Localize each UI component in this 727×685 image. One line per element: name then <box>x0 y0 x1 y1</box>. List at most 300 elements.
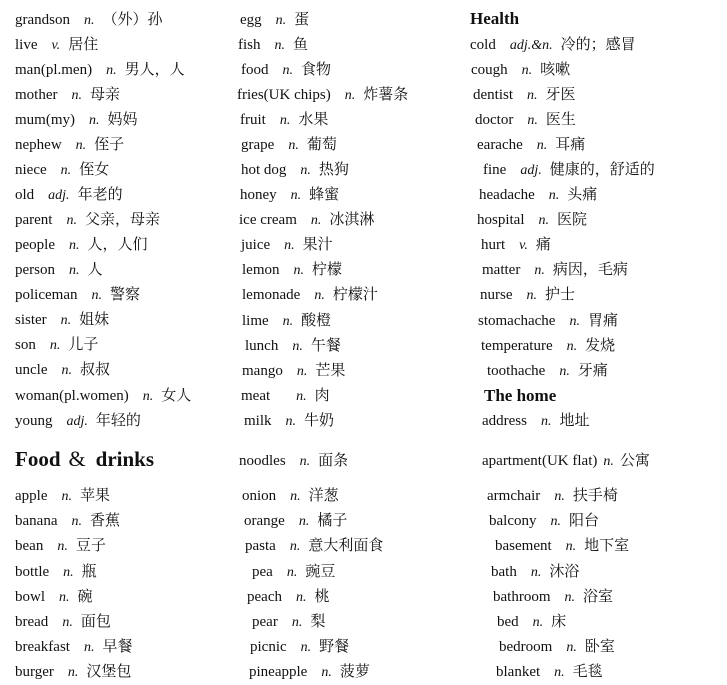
word: mum(my) <box>15 112 75 128</box>
part-of-speech: n. <box>91 288 102 303</box>
part-of-speech: n. <box>526 288 537 303</box>
translation: 阳台 <box>568 511 599 529</box>
word: parent <box>15 212 53 228</box>
translation: 公寓 <box>619 451 650 469</box>
part-of-speech: n. <box>344 88 356 103</box>
section-heading-food-drinks <box>15 446 154 472</box>
vocab-entry <box>15 562 97 582</box>
part-of-speech: n. <box>321 665 332 680</box>
part-of-speech: n. <box>538 213 549 228</box>
vocab-entry <box>15 335 98 355</box>
translation: 毛毯 <box>572 662 603 680</box>
word: headache <box>479 187 535 203</box>
translation: 碗 <box>77 587 93 605</box>
part-of-speech: n. <box>565 539 577 554</box>
word: milk <box>244 413 272 429</box>
translation: 姐妹 <box>79 310 110 328</box>
vocab-entry <box>244 511 347 531</box>
translation: （外）孙 <box>102 10 163 28</box>
vocab-entry <box>239 451 348 471</box>
word: niece <box>15 162 47 178</box>
part-of-speech: n. <box>286 565 298 580</box>
vocab-entry <box>473 85 576 105</box>
vocab-entry <box>245 336 341 356</box>
word: picnic <box>250 639 287 655</box>
vocab-entry <box>15 536 106 556</box>
word: grape <box>241 137 275 153</box>
word: basement <box>495 538 552 554</box>
part-of-speech: n. <box>300 163 311 178</box>
translation: 鱼 <box>293 35 309 53</box>
part-of-speech: n. <box>89 113 100 128</box>
translation: 地下室 <box>584 536 630 554</box>
part-of-speech: n. <box>527 88 538 103</box>
word: bedroom <box>499 639 553 655</box>
word: fine <box>483 162 507 178</box>
translation: 父亲，母亲 <box>84 210 160 228</box>
translation: 蜂蜜 <box>309 185 340 203</box>
vocab-entry <box>15 637 132 657</box>
word: bath <box>491 564 517 580</box>
vocab-entry <box>478 311 618 331</box>
vocab-entry <box>482 260 628 280</box>
word: lunch <box>245 338 279 354</box>
vocab-entry <box>15 135 124 155</box>
vocab-entry <box>475 110 576 130</box>
vocab-entry <box>252 562 335 582</box>
word: egg <box>240 12 262 28</box>
word: earache <box>477 137 523 153</box>
vocab-entry <box>477 210 587 230</box>
translation: 意大利面食 <box>308 536 384 554</box>
vocab-entry <box>241 160 349 180</box>
translation: 年轻的 <box>95 411 141 429</box>
translation: 葡萄 <box>306 135 337 153</box>
translation: 果汁 <box>302 235 333 253</box>
translation: 面包 <box>80 612 111 630</box>
vocab-entry <box>250 637 349 657</box>
word: toothache <box>487 363 546 379</box>
part-of-speech: n. <box>63 565 74 580</box>
translation: 男人，人 <box>124 60 185 78</box>
vocab-entry <box>15 160 109 180</box>
word: live <box>15 37 38 53</box>
part-of-speech: n. <box>279 113 291 128</box>
word: balcony <box>489 513 537 529</box>
translation: 酸橙 <box>301 311 332 329</box>
part-of-speech: n. <box>603 454 614 469</box>
word: lime <box>242 313 269 329</box>
part-of-speech: n. <box>61 363 72 378</box>
part-of-speech: n. <box>293 263 304 278</box>
word: person <box>15 262 55 278</box>
part-of-speech: n. <box>296 389 307 404</box>
translation: 橘子 <box>317 511 348 529</box>
part-of-speech: n. <box>295 590 307 605</box>
word: son <box>15 337 36 353</box>
vocab-entry <box>249 662 370 682</box>
word: grandson <box>15 12 70 28</box>
part-of-speech: n. <box>68 238 80 253</box>
vocab-entry <box>15 360 110 380</box>
heading-drinks: drinks <box>95 447 155 471</box>
vocab-entry <box>499 637 615 657</box>
translation: 苹果 <box>79 486 110 504</box>
word: armchair <box>487 488 541 504</box>
word: stomachache <box>478 313 556 329</box>
part-of-speech: n. <box>569 314 580 329</box>
word: nephew <box>15 137 62 153</box>
part-of-speech: n. <box>536 138 548 153</box>
translation: 年老的 <box>77 185 123 203</box>
vocab-entry <box>15 662 131 682</box>
word: bean <box>15 538 44 554</box>
translation: 桃 <box>314 587 330 605</box>
part-of-speech: n. <box>548 188 560 203</box>
part-of-speech: n. <box>559 364 570 379</box>
part-of-speech: n. <box>71 514 82 529</box>
vocab-entry <box>491 562 579 582</box>
word: young <box>15 413 53 429</box>
word: bottle <box>15 564 50 580</box>
part-of-speech: n. <box>290 489 301 504</box>
translation: 居住 <box>68 35 99 53</box>
part-of-speech: n. <box>275 13 287 28</box>
word: hurt <box>481 237 506 253</box>
word: bathroom <box>493 589 551 605</box>
translation: 床 <box>551 612 567 630</box>
word: doctor <box>475 112 514 128</box>
vocab-entry <box>15 35 98 55</box>
translation: 蛋 <box>294 10 310 28</box>
word: juice <box>241 237 271 253</box>
translation: 警察 <box>109 285 140 303</box>
part-of-speech: v. <box>51 38 61 53</box>
vocab-entry <box>15 411 141 431</box>
part-of-speech: n. <box>60 163 72 178</box>
translation: 女人 <box>161 386 192 404</box>
translation: 早餐 <box>102 637 133 655</box>
section-heading-health: Health <box>470 9 520 28</box>
translation: 炸薯条 <box>363 85 409 103</box>
vocab-entry <box>15 612 111 632</box>
vocab-entry <box>15 60 185 80</box>
vocab-entry <box>237 85 408 105</box>
translation: 牛奶 <box>304 411 335 429</box>
translation: 儿子 <box>68 335 99 353</box>
vocab-entry <box>247 587 330 607</box>
word: meat <box>241 388 271 404</box>
word: fish <box>238 37 261 53</box>
vocab-entry <box>15 210 160 230</box>
part-of-speech: n. <box>566 339 578 354</box>
vocab-entry <box>15 85 120 105</box>
part-of-speech: n. <box>314 288 325 303</box>
word: pineapple <box>249 664 308 680</box>
translation: 豌豆 <box>305 562 336 580</box>
vocab-entry <box>242 361 345 381</box>
word: temperature <box>481 338 553 354</box>
translation: 人 <box>87 260 103 278</box>
word: policeman <box>15 287 78 303</box>
part-of-speech: n. <box>299 454 311 469</box>
vocab-entry <box>470 35 636 55</box>
part-of-speech: n. <box>61 489 72 504</box>
vocab-entry <box>15 486 110 506</box>
translation: 肉 <box>314 386 330 404</box>
vocab-entry <box>489 511 599 531</box>
translation: 健康的，舒适的 <box>549 160 655 178</box>
word: mother <box>15 87 58 103</box>
vocab-entry <box>15 235 148 255</box>
vocab-entry <box>487 486 618 506</box>
word: bowl <box>15 589 45 605</box>
translation: 浴室 <box>583 587 614 605</box>
word: pear <box>252 614 278 630</box>
translation: 医生 <box>545 110 576 128</box>
part-of-speech: n. <box>83 640 95 655</box>
translation: 面条 <box>318 451 349 469</box>
part-of-speech: n. <box>554 489 565 504</box>
part-of-speech: n. <box>69 263 80 278</box>
word: apartment(UK flat) <box>482 453 598 469</box>
vocab-entry <box>242 311 331 331</box>
vocab-entry <box>481 336 615 356</box>
vocab-entry <box>15 185 123 205</box>
vocab-entry <box>15 587 93 607</box>
translation: 柠檬 <box>312 260 343 278</box>
translation: 医院 <box>557 210 588 228</box>
word: ice cream <box>239 212 297 228</box>
part-of-speech: n. <box>60 313 72 328</box>
word: matter <box>482 262 521 278</box>
vocab-entry <box>15 511 120 531</box>
translation: 午餐 <box>310 336 341 354</box>
translation: 瓶 <box>81 562 97 580</box>
word: bed <box>497 614 519 630</box>
part-of-speech: n. <box>296 364 308 379</box>
word: woman(pl.women) <box>15 388 129 404</box>
translation: 咳嗽 <box>540 60 571 78</box>
part-of-speech: n. <box>57 539 68 554</box>
part-of-speech: n. <box>550 514 561 529</box>
part-of-speech: n. <box>310 213 322 228</box>
vocab-entry <box>15 10 163 30</box>
translation: 豆子 <box>75 536 106 554</box>
part-of-speech: v. <box>519 238 528 253</box>
word: breakfast <box>15 639 70 655</box>
part-of-speech: n. <box>527 113 538 128</box>
vocab-entry <box>241 60 331 80</box>
vocab-entry <box>242 285 378 305</box>
word: blanket <box>496 664 541 680</box>
translation: 扶手椅 <box>572 486 618 504</box>
word: bread <box>15 614 49 630</box>
part-of-speech: n. <box>532 615 544 630</box>
part-of-speech: n. <box>554 665 565 680</box>
word: cough <box>471 62 508 78</box>
translation: 痛 <box>535 235 551 253</box>
word: old <box>15 187 35 203</box>
vocab-entry <box>15 260 103 280</box>
part-of-speech: n. <box>274 38 285 53</box>
vocab-entry <box>238 35 308 55</box>
vocab-entry <box>241 135 337 155</box>
word: onion <box>242 488 277 504</box>
word: hospital <box>477 212 525 228</box>
word: man(pl.men) <box>15 62 93 78</box>
word: orange <box>244 513 285 529</box>
word: burger <box>15 664 54 680</box>
word: noodles <box>239 453 286 469</box>
translation: 耳痛 <box>555 135 586 153</box>
word: lemon <box>242 262 280 278</box>
part-of-speech: n. <box>75 138 87 153</box>
vocab-entry <box>240 10 309 30</box>
vocab-entry <box>240 110 328 130</box>
word: dentist <box>473 87 513 103</box>
translation: 柠檬汁 <box>332 285 378 303</box>
part-of-speech: n. <box>292 339 303 354</box>
part-of-speech: n. <box>282 314 294 329</box>
part-of-speech: adj. <box>520 163 542 178</box>
translation: 牙痛 <box>577 361 608 379</box>
part-of-speech: n. <box>566 640 577 655</box>
part-of-speech: n. <box>284 238 295 253</box>
part-of-speech: n. <box>300 640 312 655</box>
word: food <box>241 62 269 78</box>
part-of-speech: n. <box>71 88 82 103</box>
translation: 野餐 <box>319 637 350 655</box>
word: banana <box>15 513 58 529</box>
vocab-entry <box>244 411 334 431</box>
translation: 菠萝 <box>339 662 370 680</box>
part-of-speech: adj. <box>48 188 70 203</box>
vocab-entry <box>481 235 551 255</box>
vocab-entry <box>241 235 333 255</box>
part-of-speech: n. <box>534 263 545 278</box>
heading-ampersand: & <box>68 446 86 471</box>
word: address <box>482 413 527 429</box>
word: fruit <box>240 112 266 128</box>
part-of-speech: n. <box>67 665 79 680</box>
translation: 卧室 <box>584 637 615 655</box>
part-of-speech: n. <box>66 213 77 228</box>
translation: 护士 <box>545 285 576 303</box>
word: hot dog <box>241 162 287 178</box>
part-of-speech: n. <box>59 590 70 605</box>
part-of-speech: n. <box>106 63 117 78</box>
vocab-entry <box>480 285 575 305</box>
word: pasta <box>245 538 276 554</box>
vocab-entry <box>496 662 603 682</box>
part-of-speech: n. <box>142 389 154 404</box>
translation: 头痛 <box>567 185 598 203</box>
part-of-speech: n. <box>290 188 302 203</box>
word: people <box>15 237 55 253</box>
word: peach <box>247 589 282 605</box>
vocab-entry <box>487 361 608 381</box>
translation: 香蕉 <box>89 511 120 529</box>
vocab-entry <box>477 135 585 155</box>
translation: 热狗 <box>318 160 349 178</box>
vocab-entry <box>241 386 330 406</box>
vocab-entry <box>495 536 629 556</box>
vocab-entry <box>471 60 570 80</box>
vocab-entry <box>497 612 566 632</box>
part-of-speech: n. <box>285 414 297 429</box>
word: nurse <box>480 287 513 303</box>
vocab-entry <box>15 386 191 406</box>
part-of-speech: n. <box>564 590 575 605</box>
translation: 人，人们 <box>87 235 148 253</box>
word: honey <box>240 187 277 203</box>
translation: 病因，毛病 <box>552 260 628 278</box>
part-of-speech: n. <box>84 13 95 28</box>
part-of-speech: n. <box>298 514 310 529</box>
vocab-entry <box>242 260 342 280</box>
vocab-entry <box>242 486 339 506</box>
vocab-entry <box>479 185 597 205</box>
vocab-entry <box>15 110 138 130</box>
vocab-entry <box>483 160 655 180</box>
translation: 胃痛 <box>587 311 618 329</box>
part-of-speech: n. <box>62 615 73 630</box>
translation: 发烧 <box>585 336 616 354</box>
vocab-entry <box>252 612 325 632</box>
part-of-speech: n. <box>291 615 303 630</box>
translation: 地址 <box>559 411 590 429</box>
part-of-speech: n. <box>282 63 293 78</box>
section-heading-home: The home <box>484 386 557 405</box>
word: sister <box>15 312 47 328</box>
vocab-entry <box>240 185 339 205</box>
word: fries(UK chips) <box>237 87 331 103</box>
translation: 汉堡包 <box>86 662 132 680</box>
vocab-entry <box>482 411 590 431</box>
translation: 沐浴 <box>549 562 580 580</box>
vocab-entry <box>15 285 140 305</box>
part-of-speech: n. <box>521 63 533 78</box>
heading-food: Food <box>15 447 61 471</box>
word: lemonade <box>242 287 301 303</box>
translation: 食物 <box>301 60 332 78</box>
translation: 洋葱 <box>308 486 339 504</box>
word: mango <box>242 363 283 379</box>
translation: 牙医 <box>545 85 576 103</box>
translation: 侄女 <box>79 160 110 178</box>
vocab-entry <box>493 587 613 607</box>
translation: 水果 <box>298 110 329 128</box>
part-of-speech: n. <box>541 414 552 429</box>
translation: 侄子 <box>94 135 125 153</box>
translation: 冷的；感冒 <box>560 35 636 53</box>
vocab-entry <box>15 310 109 330</box>
part-of-speech: n. <box>530 565 542 580</box>
translation: 叔叔 <box>79 360 110 378</box>
part-of-speech: n. <box>289 539 301 554</box>
translation: 梨 <box>310 612 326 630</box>
part-of-speech: adj. <box>66 414 88 429</box>
translation: 芒果 <box>315 361 346 379</box>
word: cold <box>470 37 496 53</box>
vocab-entry <box>245 536 383 556</box>
vocab-entry <box>482 451 650 471</box>
word: pea <box>252 564 273 580</box>
word: uncle <box>15 362 48 378</box>
translation: 母亲 <box>90 85 121 103</box>
vocab-entry <box>239 210 374 230</box>
